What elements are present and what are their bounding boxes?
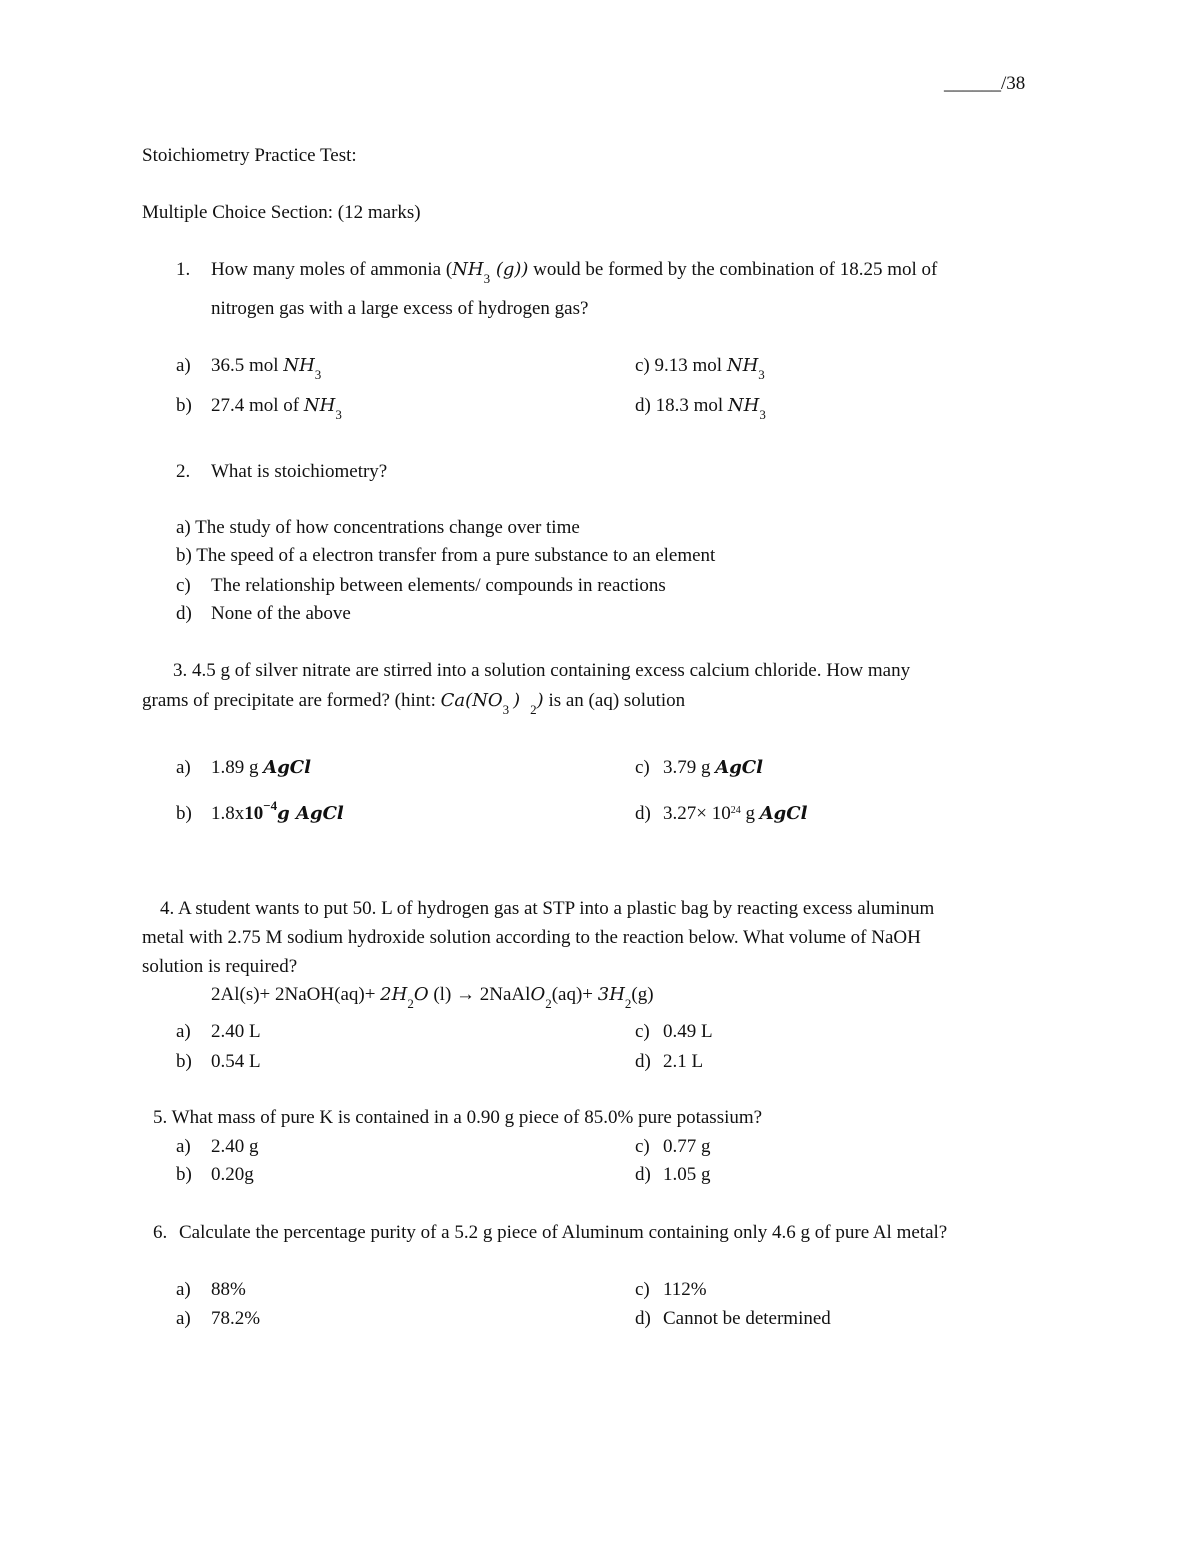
q2-option-a: a) The study of how concentrations change over time xyxy=(176,517,580,538)
q3-option-b xyxy=(211,798,344,824)
q4-option-a: 2.40 L xyxy=(211,1021,261,1042)
q3-line2-text: grams of precipitate are formed? (hint: xyxy=(142,690,441,711)
q5-option-b: 0.20g xyxy=(211,1164,254,1185)
q2-text: What is stoichiometry? xyxy=(211,461,388,482)
q1-option-c-sub: 3 xyxy=(758,367,765,382)
q3-option-b-exp: −4 xyxy=(263,798,278,813)
q4-equation xyxy=(211,984,654,1011)
q3-option-c-label: c) xyxy=(635,757,650,778)
q3-option-d-g: g xyxy=(740,803,760,824)
q6-option-c: 112% xyxy=(663,1279,707,1300)
q4-eq-part2: (l) → 2NaAl xyxy=(428,984,531,1005)
q3-formula-ca: Ca(NO xyxy=(440,690,503,711)
q3-option-d-agcl: AgCl xyxy=(759,803,808,824)
q5-option-d: 1.05 g xyxy=(663,1164,711,1185)
q3-option-b-ten: 10 xyxy=(244,803,264,824)
q1-option-c xyxy=(635,355,765,382)
q1-number: 1. xyxy=(176,259,191,280)
q2-option-d: None of the above xyxy=(211,603,351,624)
q4-option-d-label: d) xyxy=(635,1051,651,1072)
q4-line2: metal with 2.75 M sodium hydroxide solution according to the reaction below. What volume of NaOH xyxy=(142,927,921,948)
q4-eq-o: O xyxy=(413,984,429,1005)
q1-option-b-label: b) xyxy=(176,395,192,416)
q5-line: 5. What mass of pure K is contained in a 0.90 g piece of 85.0% pure potassium? xyxy=(153,1107,763,1128)
q1-text-a: How many moles of ammonia ( xyxy=(211,259,453,280)
score-field: ______/38 xyxy=(944,73,1026,94)
q1-option-b-sub: 3 xyxy=(335,407,342,422)
q4-eq-part4: (g) xyxy=(631,984,654,1005)
q4-eq-o2: O xyxy=(530,984,546,1005)
q1-formula-nh: NH xyxy=(452,259,484,280)
q4-eq-sub2c: 2 xyxy=(624,996,632,1011)
q3-option-d-text: 3.27× 10 xyxy=(663,803,731,824)
q1-option-b-text: 27.4 mol of xyxy=(211,395,304,416)
q1-option-d-nh: NH xyxy=(727,395,760,416)
section-heading: Multiple Choice Section: (12 marks) xyxy=(142,202,421,223)
q1-option-a-sub: 3 xyxy=(314,367,322,382)
q4-eq-sub2: 2 xyxy=(407,996,414,1011)
q1-option-b-nh: NH xyxy=(303,395,336,416)
q1-formula-sub: 3 xyxy=(483,271,491,286)
q1-line2: nitrogen gas with a large excess of hydrogen gas? xyxy=(211,298,589,319)
q3-option-d-label: d) xyxy=(635,803,651,824)
q1-option-a-label: a) xyxy=(176,355,191,376)
q4-eq-2h: 2H xyxy=(380,984,408,1005)
q1-formula-g: (g)) xyxy=(490,259,529,280)
q3-option-b-text: 1.8x xyxy=(211,803,245,824)
q5-option-a-label: a) xyxy=(176,1136,191,1157)
q1-option-d-sub: 3 xyxy=(759,407,766,422)
q1-option-a-text: 36.5 mol xyxy=(211,355,284,376)
q2-option-c-label: c) xyxy=(176,575,191,596)
q3-line2-tail: is an (aq) solution xyxy=(543,690,686,711)
q6-option-d-label: d) xyxy=(635,1308,651,1329)
q1-option-c-nh: NH xyxy=(726,355,759,376)
q1-option-a-nh: NH xyxy=(283,355,315,376)
q5-option-d-label: d) xyxy=(635,1164,651,1185)
page-title: Stoichiometry Practice Test: xyxy=(142,145,357,166)
q4-eq-part1: 2Al(s)+ 2NaOH(aq)+ xyxy=(211,984,381,1005)
q3-option-c-agcl: AgCl xyxy=(715,757,763,778)
q1-option-b xyxy=(211,395,342,422)
q3-line1: 3. 4.5 g of silver nitrate are stirred into a solution containing excess calcium chloride. How many xyxy=(173,660,911,681)
q4-option-a-label: a) xyxy=(176,1021,191,1042)
q4-option-b-label: b) xyxy=(176,1051,192,1072)
q6-option-b-label: a) xyxy=(176,1308,191,1329)
q1-option-d xyxy=(635,395,766,422)
q5-option-c-label: c) xyxy=(635,1136,650,1157)
q1-option-c-text: c) 9.13 mol xyxy=(635,355,727,376)
q4-eq-sub2b: 2 xyxy=(545,996,552,1011)
q6-number: 6. xyxy=(153,1222,168,1243)
q6-option-c-label: c) xyxy=(635,1279,650,1300)
q3-option-d-exp: 24 xyxy=(730,805,741,816)
q3-option-c-text: 3.79 g xyxy=(663,757,716,778)
q1-option-a xyxy=(211,355,322,382)
q1-text-b: would be formed by the combination of 18.25 mol of xyxy=(528,259,938,280)
q2-option-c: The relationship between elements/ compounds in reactions xyxy=(211,575,666,596)
q3-formula-sub2: 2 xyxy=(530,702,537,717)
q3-option-a xyxy=(211,758,311,777)
q6-line: Calculate the percentage purity of a 5.2 g piece of Aluminum containing only 4.6 g of pure Al metal? xyxy=(179,1222,948,1243)
q3-formula-sub3: 3 xyxy=(502,702,510,717)
q5-option-a: 2.40 g xyxy=(211,1136,259,1157)
q4-option-c: 0.49 L xyxy=(663,1021,713,1042)
q3-line2 xyxy=(142,690,686,717)
q6-option-d: Cannot be determined xyxy=(663,1308,831,1329)
q3-option-a-agcl: AgCl xyxy=(263,757,311,778)
q4-eq-3h: 3H xyxy=(597,984,625,1005)
q5-option-c: 0.77 g xyxy=(663,1136,711,1157)
q4-option-b: 0.54 L xyxy=(211,1051,261,1072)
q3-option-b-label: b) xyxy=(176,803,192,824)
q4-option-d: 2.1 L xyxy=(663,1051,704,1072)
q1-option-d-text: d) 18.3 mol xyxy=(635,395,728,416)
q3-option-a-label: a) xyxy=(176,757,191,778)
q2-number: 2. xyxy=(176,461,191,482)
q6-option-a-label: a) xyxy=(176,1279,191,1300)
q4-line3: solution is required? xyxy=(142,956,298,977)
q2-option-b: b) The speed of a electron transfer from a pure substance to an element xyxy=(176,545,716,566)
q3-option-a-text: 1.89 g xyxy=(211,757,264,778)
q3-option-b-agcl: AgCl xyxy=(296,803,344,824)
q3-formula-close: ) xyxy=(513,690,521,711)
q3-option-c xyxy=(663,758,763,777)
q3-formula-close2: ) xyxy=(536,690,544,711)
q6-option-a: 88% xyxy=(211,1279,246,1300)
q4-eq-part3: (aq)+ xyxy=(551,984,598,1005)
q4-line1: 4. A student wants to put 50. L of hydrogen gas at STP into a plastic bag by reacting excess aluminum xyxy=(160,898,935,919)
q3-option-b-g: g xyxy=(277,803,297,824)
q2-option-d-label: d) xyxy=(176,603,192,624)
q6-option-b: 78.2% xyxy=(211,1308,261,1329)
q5-option-b-label: b) xyxy=(176,1164,192,1185)
q4-option-c-label: c) xyxy=(635,1021,650,1042)
q3-option-d xyxy=(663,804,807,823)
q1-line1 xyxy=(211,259,938,286)
